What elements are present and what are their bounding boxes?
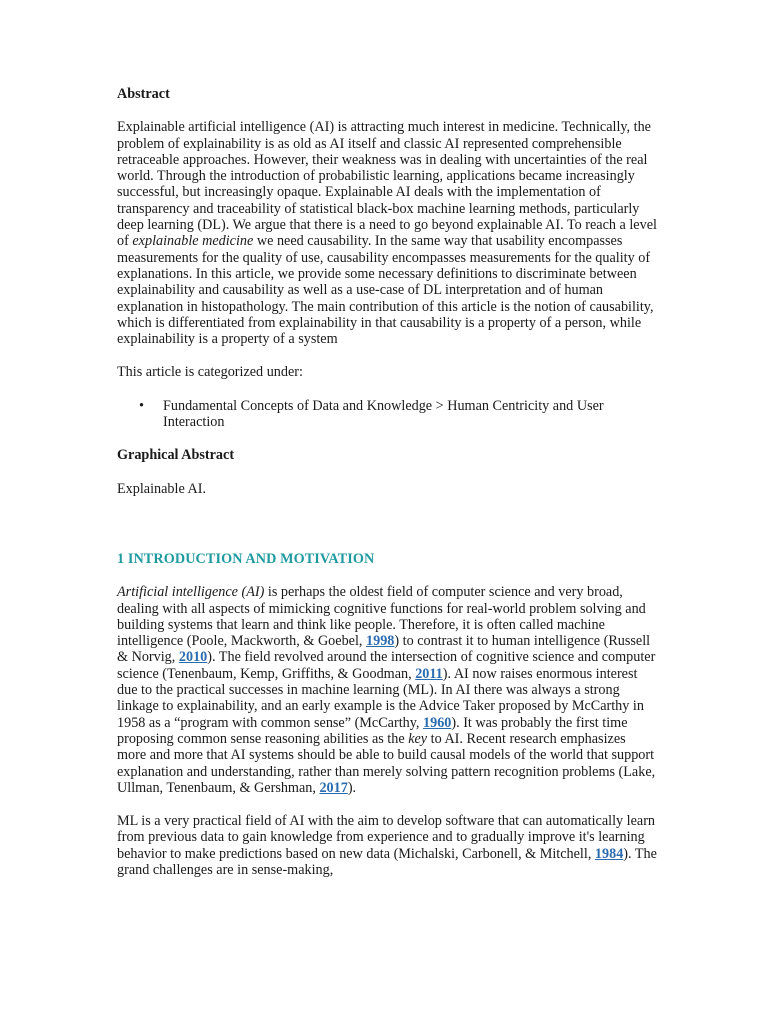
intro-text: ML is a very practical field of AI with the aim to develop software that can automatically learn from previous data to gain knowledge from experience and to gradually improve it's learning behavior to make predictions based on new data (Michalski, Carbonell, & Mitchell, (117, 813, 656, 862)
bullet-icon: • (139, 397, 144, 414)
intro-paragraph-2 (117, 813, 657, 878)
category-item-text: Fundamental Concepts of Data and Knowledge > Human Centricity and User Interaction (163, 397, 604, 431)
intro-text: ). The grand challenges are in sense-making, (117, 845, 657, 878)
citation-link-2017[interactable]: 2017 (319, 779, 348, 796)
citation-link-2011[interactable]: 2011 (415, 665, 443, 682)
abstract-heading: Abstract (117, 86, 170, 102)
section-title-introduction: 1 INTRODUCTION AND MOTIVATION (117, 550, 375, 567)
intro-emphasis-key: key (408, 730, 428, 747)
intro-text: ). (347, 779, 357, 796)
intro-text: ) to contrast it to human intelligence (Russell & Norvig, (117, 633, 651, 666)
intro-text: is perhaps the oldest field of computer science and very broad, dealing with all aspects of mimicking cognitive functions for real-world problem solving and building systems that learn and think like people. Therefore, it is often called machine intelligence (Poole, Mackworth, & Goebel, (117, 584, 646, 650)
graphical-abstract-caption: Explainable AI. (117, 480, 207, 497)
citation-link-2010[interactable]: 2010 (178, 649, 208, 666)
intro-text: ). AI now raises enormous interest due to the practical successes in machine learning (ML). In AI there was always a strong linkage to explainability, and an early example is the Advice Taker proposed by McCarthy in 1958 as a “program with common sense” (McCarthy, (117, 665, 644, 731)
intro-text: to AI. Recent research emphasizes more and more that AI systems should be able to build causal models of the world that support explanation and understanding, rather than merely solving pattern recognition problems (Lake, Ullman, Tenenbaum, & Gershman, (117, 730, 656, 796)
intro-paragraph-1 (117, 584, 657, 796)
citation-link-1960[interactable]: 1960 (423, 714, 452, 731)
category-list (117, 398, 657, 431)
intro-emphasis-ai: Artificial intelligence (AI) (117, 584, 265, 601)
categorized-label: This article is categorized under: (117, 364, 303, 381)
citation-link-1984[interactable]: 1984 (594, 845, 624, 862)
list-item[interactable] (117, 398, 657, 431)
intro-text: ). The field revolved around the intersection of cognitive science and computer science (Tenenbaum, Kemp, Griffiths, & Goodman, (117, 649, 656, 682)
abstract-text-rest: we need causability. In the same way that usability encompasses measurements for the quality of use, causability encompasses measurements for the quality of explanations. In this article, we provide some necessary definitions to discriminate between explainability and causability as well as a use-case of DL interpretation and of human explanation in histopathology. The main contribution of this article is the notion of causability, which is differentiated from explainability in that causability is a property of a person, while explainability is a property of a system (117, 233, 654, 348)
abstract-paragraph (117, 119, 657, 347)
article-body (117, 86, 657, 895)
intro-text: ). It was probably the first time proposing common sense reasoning abilities as the (117, 714, 628, 747)
abstract-emphasis: explainable medicine (132, 233, 254, 250)
citation-link-1998[interactable]: 1998 (366, 633, 395, 650)
graphical-abstract-heading: Graphical Abstract (117, 447, 235, 464)
abstract-text: Explainable artificial intelligence (AI) is attracting much interest in medicine. Technically, the problem of explainability is as old as AI itself and classic AI represented comprehensible retraceable approaches. However, their weakness was in dealing with uncertainties of the real world. Through the introduction of probabilistic learning, applications became increasingly successful, but increasingly opaque. Explainable AI deals with the implementation of transparency and traceability of statistical black-box machine learning methods, particularly deep learning (DL). We argue that there is a need to go beyond explainable AI. To reach a level of (117, 119, 657, 250)
